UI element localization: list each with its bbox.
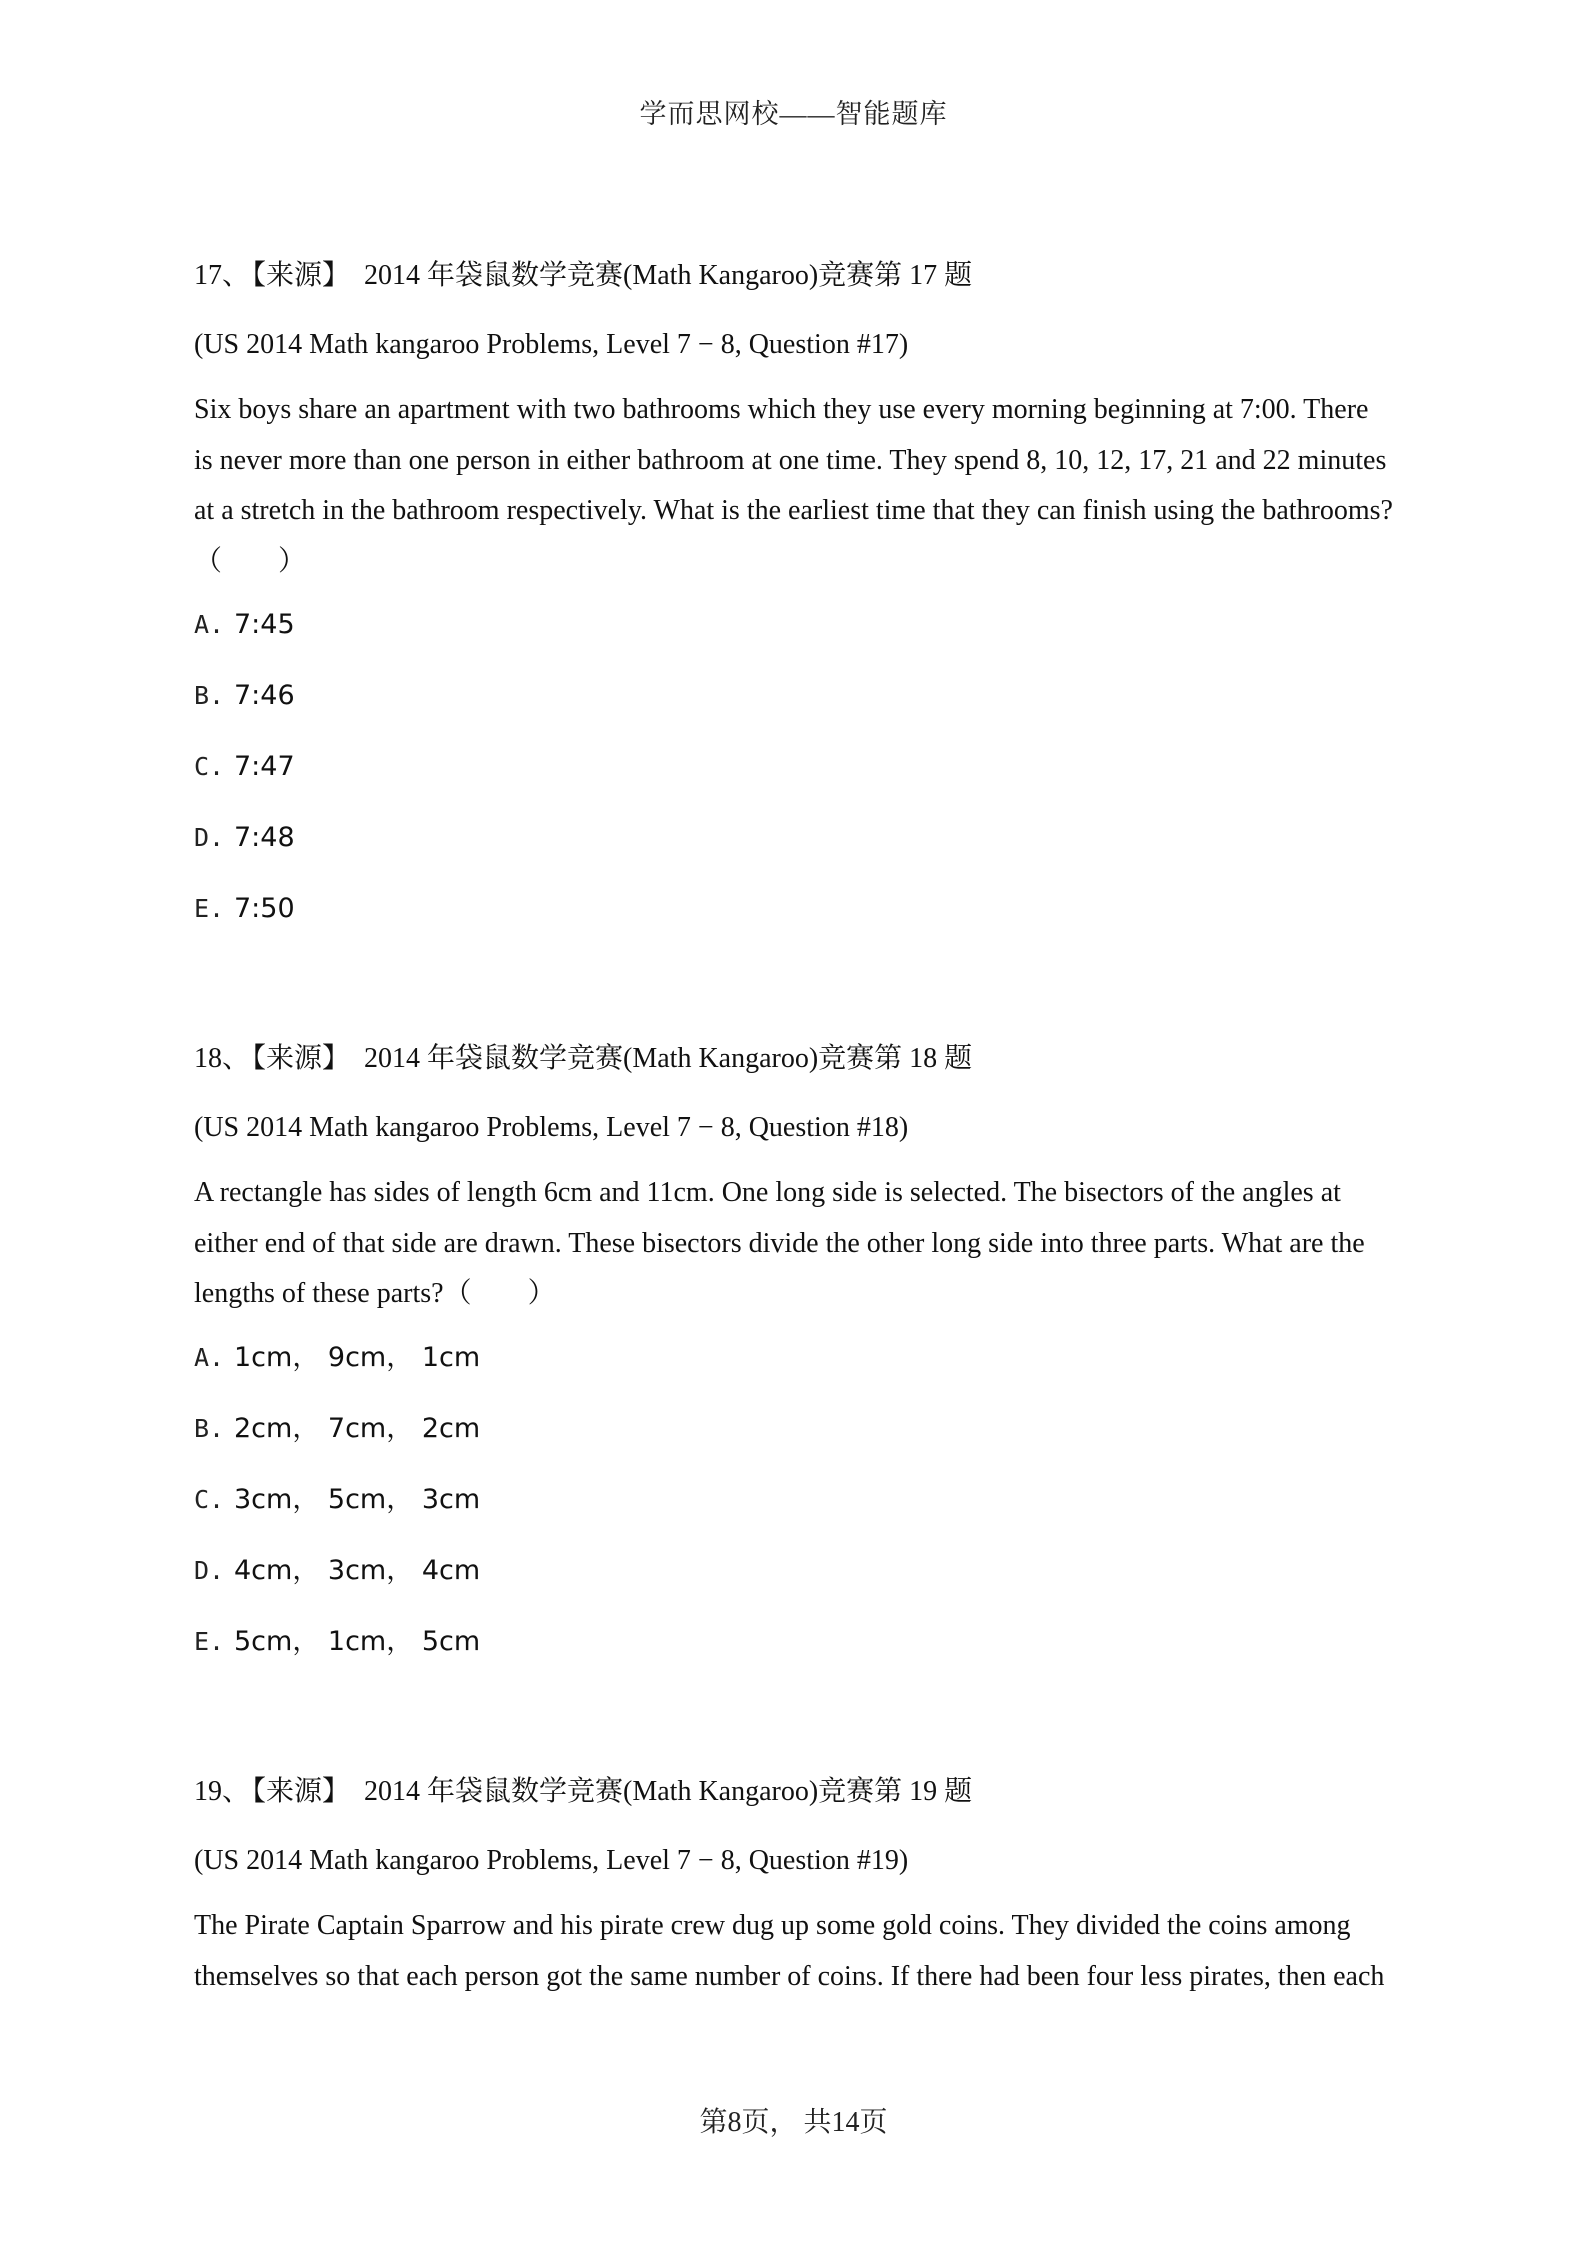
option-d[interactable]	[194, 1553, 1394, 1589]
option-b[interactable]	[194, 678, 1394, 714]
question-body: A rectangle has sides of length 6cm and 11cm. One long side is selected. The bisectors of the angles at either end of that side are drawn. These bisectors divide the other long side into three parts. What are the lengths of these parts?（ ）	[194, 1177, 1365, 1309]
source-tag: 【来源】	[252, 1776, 351, 1807]
option-text: 1cm， 9cm， 1cm	[234, 1341, 481, 1373]
source-text: 2014 年袋鼠数学竞赛(Math Kangaroo)竞赛第 19 题	[364, 1776, 973, 1807]
option-b[interactable]	[194, 1411, 1394, 1447]
option-letter: A.	[194, 610, 225, 639]
option-text: 7:50	[234, 893, 295, 924]
page-footer	[0, 2100, 1587, 2140]
option-text: 7:45	[234, 609, 295, 640]
option-text: 5cm， 1cm， 5cm	[234, 1625, 481, 1657]
page-header: 学而思网校——智能题库	[639, 99, 948, 129]
option-d[interactable]	[194, 820, 1394, 856]
page-number: 第8页，	[699, 2107, 798, 2138]
option-c[interactable]	[194, 1482, 1394, 1518]
question-19	[194, 1774, 1394, 2002]
page-total: 共14页	[803, 2107, 888, 2138]
option-letter: C.	[194, 1484, 225, 1514]
source-text: 2014 年袋鼠数学竞赛(Math Kangaroo)竞赛第 17 题	[364, 260, 973, 291]
option-letter: B.	[194, 681, 225, 710]
option-letter: E.	[194, 894, 225, 923]
question-source-line	[194, 258, 1394, 294]
option-a[interactable]	[194, 607, 1394, 643]
question-subtitle: (US 2014 Math kangaroo Problems, Level 7 − 8, Question #18)	[194, 1112, 909, 1143]
option-a[interactable]	[194, 1340, 1394, 1376]
option-letter: D.	[194, 1555, 225, 1585]
option-letter: B.	[194, 1413, 225, 1443]
option-text: 2cm， 7cm， 2cm	[234, 1412, 481, 1444]
option-letter: E.	[194, 1626, 225, 1656]
option-list	[194, 1340, 1394, 1660]
question-number: 19、	[194, 1776, 251, 1807]
question-18	[194, 1041, 1394, 1660]
question-number: 17、	[194, 260, 251, 291]
source-text: 2014 年袋鼠数学竞赛(Math Kangaroo)竞赛第 18 题	[364, 1043, 973, 1074]
question-body: Six boys share an apartment with two bathrooms which they use every morning beginning at 7:00. There is never more than one person in either bathroom at one time. They spend 8, 10, 12, 17, 21 and 22 minutes at a stretch in the bathroom respectively. What is the earliest time that they can finish using the bathrooms?（ ）	[194, 394, 1393, 577]
question-number: 18、	[194, 1043, 251, 1074]
source-tag: 【来源】	[252, 260, 351, 291]
option-c[interactable]	[194, 749, 1394, 785]
question-body: The Pirate Captain Sparrow and his pirate crew dug up some gold coins. They divided the coins among themselves so that each person got the same number of coins. If there had been four less pirates, then each	[194, 1910, 1385, 1992]
option-letter: A.	[194, 1342, 225, 1372]
source-tag: 【来源】	[252, 1043, 351, 1074]
option-list	[194, 607, 1394, 927]
option-letter: C.	[194, 752, 225, 781]
option-text: 3cm， 5cm， 3cm	[234, 1483, 481, 1515]
question-source-line	[194, 1774, 1394, 1810]
option-text: 7:46	[234, 680, 295, 711]
option-text: 7:48	[234, 822, 295, 853]
option-text: 4cm， 3cm， 4cm	[234, 1554, 481, 1586]
option-letter: D.	[194, 823, 225, 852]
question-17	[194, 258, 1394, 927]
question-subtitle: (US 2014 Math kangaroo Problems, Level 7 − 8, Question #19)	[194, 1845, 909, 1876]
option-e[interactable]	[194, 1624, 1394, 1660]
option-text: 7:47	[234, 751, 295, 782]
option-e[interactable]	[194, 891, 1394, 927]
question-subtitle: (US 2014 Math kangaroo Problems, Level 7 − 8, Question #17)	[194, 329, 909, 360]
question-source-line	[194, 1041, 1394, 1077]
